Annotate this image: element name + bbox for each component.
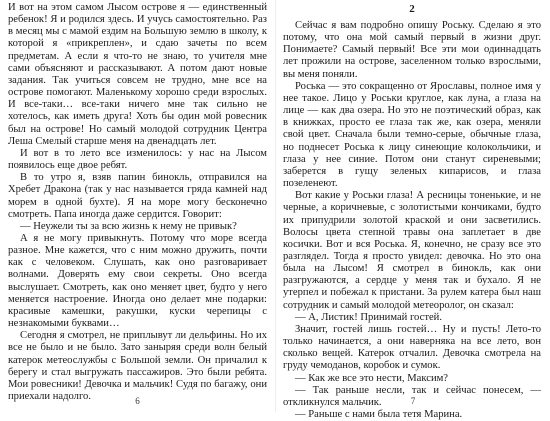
paragraph: — Так раньше несли, так и сейчас понесем, — откликнулся мальчик. [283,384,541,408]
page-number: 6 [135,396,140,406]
paragraph: Сейчас я вам подробно опишу Роську. Сделаю я это потому, что она мой самый первый в жизни друг. Понимаете? Самый первый! Все эти мои одиннадцать лет прожили на острове, заселенном только взрослыми, вы меня поняли. [283,20,541,80]
chapter-number: 2 [409,3,415,15]
paragraph: Значит, гостей лишь гостей… Ну и пусть! Лето-то только начинается, а они наверняка на все лето, вон сколько вещей. Катерок отчалил. Девочка смотрела на груду чемоданов, коробок и сумок. [283,323,541,372]
paragraph: — А, Листик! Принимай гостей. [295,311,442,323]
paragraph: А я не могу привыкнуть. Потому что море всегда разное. Мне кажется, что с ним можно дружить, почти как с человеком. Слушать, как оно разговаривает волнами. Доверять ему свои секреты. Оно всегда выслушает. Смотреть, как оно меняет цвет, будто у него меняется настроение. Иногда оно делает мне подарки: красивые камешки, ракушки, куски черепицы с незнакомыми буквами… [8,232,267,330]
paragraph: В то утро я, взяв папин бинокль, отправился на Хребет Дракона (так у нас называется гряда камней над морем в одной бухте). Я на море могу бесконечно смотреть. Папа иногда даже сердится. Говорит: [8,172,267,220]
paragraph: Сегодня я смотрел, не приплывут ли дельфины. Но их все не было и не было. Зато заныряя среди волн белый катерок метеослужбы с Большой земли. Он причалил к берегу и стал выгружать пассажиров. Это были ребята. Мои ровесники! Девочка и мальчик! Судя по багажу, они приехали надолго. [8,330,267,402]
page-number: 7 [410,396,416,406]
right-page-text [283,20,541,421]
right-page [275,0,550,420]
paragraph: Вот какие у Роськи глаза! А ресницы тоненькие, и не черные, а коричневые, с золотистыми кончиками, будто их припудрили золотой краской и они засветились. Волосы цвета степной травы она заплетает в две косички. Вот и вся Роська. Я, конечно, не сразу все это разглядел. Тогда я просто увидел: девочка. Но это она была на Лысом! Я смотрел в бинокль, как они разгружаются, а сердце у меня так и бухало. Я не утерпел и побежал к пристани. За рулем катера был наш сотрудник и самый молодой метеоролог, он сказал: [283,190,541,311]
paragraph: — Как же все это нести, Максим? [295,372,449,384]
left-page-text [8,2,267,403]
paragraph: И вот на этом самом Лысом острове я — единственный ребенок! Я и родился здесь. И учусь самостоятельно. Раз в месяц мы с мамой ездим на Большую землю в школу, к которой я «прикреплен», и сдаю зачеты по всем предметам. А если я что-то не знаю, то учителя мне сами объясняют и рассказывают. А потом дают новые задания. Так учиться совсем не трудно, мне все на острове помогают. Маленькому хорошо среди взрослых. И все-таки… все-таки ничего мне так сильно не хотелось, как иметь друга! Хоть бы один мой ровесник был на острове! Но самый молодой сотрудник Центра Леша Смелый старше меня на двенадцать лет. [8,2,267,147]
paragraph: — Неужели ты за всю жизнь к нему не привык? [20,220,237,232]
paragraph: Роська — это сокращенно от Ярославы, полное имя у нее такое. Лицо у Роськи круглое, как луна, а глаза на лице — как два озера. Но это не поэтический образ, как в книжках, просто ее глаза так же, как озера, меняли свой цвет. Сначала были темно-серые, обычные глаза, но поднесет Роська к лицу синеющие колокольчики, и глаза у нее синие. Потом они станут сиреневыми; заберется в гущу зеленых кипарисов, и глаза позеленеют. [283,80,541,190]
paragraph: И вот в то лето все изменилось: у нас на Лысом появилось еще двое ребят. [8,147,267,172]
paragraph: — Раньше с нами была тетя Марина. [295,409,463,420]
left-page [0,0,275,412]
